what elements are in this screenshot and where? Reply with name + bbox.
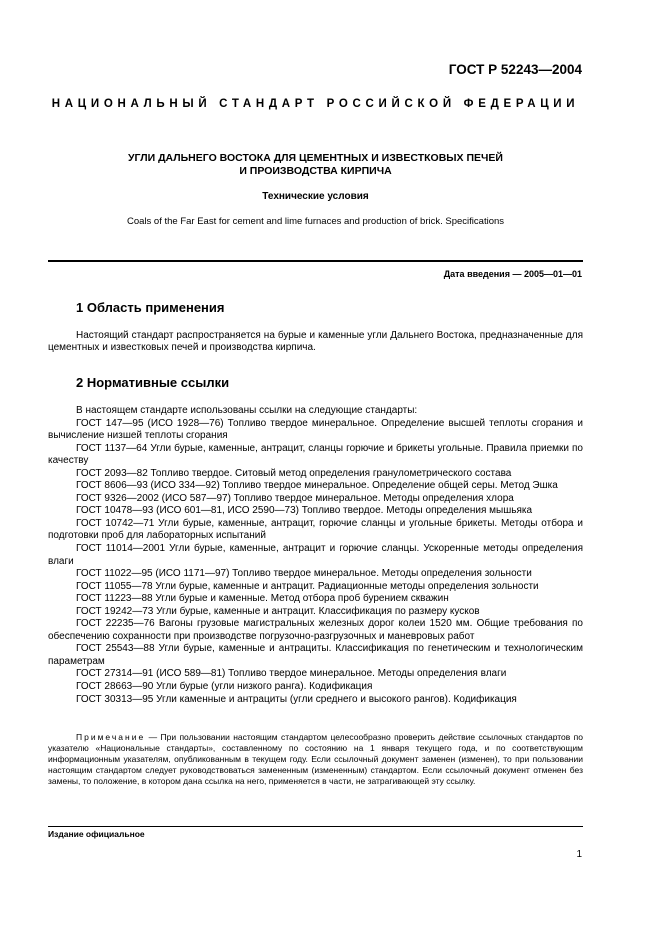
list-item: ГОСТ 8606—93 (ИСО 334—92) Топливо твердое минеральное. Определение общей серы. Метод Эшка (76, 480, 558, 492)
list-item: ГОСТ 11022—95 (ИСО 1171—97) Топливо твердое минеральное. Методы определения зольности (76, 568, 532, 580)
list-item: ГОСТ 147—95 (ИСО 1928—76) Топливо твердое минеральное. Определение высшей теплоты сгорания и вычисление низшей теплоты сгорания (48, 417, 583, 442)
list-item: ГОСТ 27314—91 (ИСО 589—81) Топливо твердое минеральное. Методы определения влаги (76, 668, 507, 680)
list-item: ГОСТ 10478—93 (ИСО 601—81, ИСО 2590—73) Топливо твердое. Методы определения мышьяка (76, 505, 533, 517)
list-item: ГОСТ 1137—64 Угли бурые, каменные, антрацит, сланцы горючие и брикеты угольные. Правила приемки по качеству (48, 442, 583, 467)
list-item: ГОСТ 30313—95 Угли каменные и антрациты (угли среднего и высокого рангов). Кодификация (76, 693, 517, 705)
note-label: Примечание (76, 732, 146, 742)
list-item: ГОСТ 9326—2002 (ИСО 587—97) Топливо твердое минеральное. Методы определения хлора (76, 492, 514, 504)
title-line-2: И ПРОИЗВОДСТВА КИРПИЧА (239, 164, 392, 177)
english-title: Coals of the Far East for cement and lime furnaces and production of brick. Specifications (126, 216, 505, 227)
note (48, 732, 583, 787)
references-intro: В настоящем стандарте использованы ссылки на следующие стандарты: (76, 405, 418, 416)
section-1-text: Настоящий стандарт распространяется на бурые и каменные угли Дальнего Востока, предназначенные для цементных и известковых печей и производства кирпича. (48, 330, 583, 354)
list-item: ГОСТ 11223—88 Угли бурые и каменные. Метод отбора проб бурением скважин (76, 593, 449, 605)
list-item: ГОСТ 11014—2001 Угли бурые, каменные, антрацит и горючие сланцы. Ускоренные методы определения влаги (48, 543, 583, 567)
section-1-heading: 1 Область применения (76, 300, 225, 315)
list-item: ГОСТ 10742—71 Угли бурые, каменные, антрацит, горючие сланцы и угольные брикеты. Методы отбора и подготовки проб для лабораторных испытаний (48, 517, 583, 542)
footer-divider (48, 826, 583, 827)
document-code: ГОСТ Р 52243—2004 (448, 62, 582, 77)
list-item: ГОСТ 19242—73 Угли бурые, каменные и антрацит. Классификация по размеру кусков (76, 605, 480, 617)
list-item: ГОСТ 25543—88 Угли бурые, каменные и антрациты. Классификация по генетическим и технологическим параметрам (48, 643, 583, 667)
list-item: ГОСТ 28663—90 Угли бурые (угли низкого ранга). Кодификация (76, 681, 373, 693)
section-2-heading: 2 Нормативные ссылки (76, 375, 230, 390)
introduction-date: Дата введения — 2005—01—01 (443, 269, 582, 279)
edition-label: Издание официальное (48, 829, 145, 839)
list-item: ГОСТ 22235—76 Вагоны грузовые магистральных железных дорог колеи 1520 мм. Общие требования по обеспечению сохранности при производстве погрузочно-разгрузочных и маневровых работ (48, 618, 583, 642)
list-item: ГОСТ 2093—82 Топливо твердое. Ситовый метод определения гранулометрического состава (76, 467, 512, 479)
note-text: — При пользовании настоящим стандартом целесообразно проверить действие ссылочных стандартов по указателю «Национальные стандарты», составленному по состоянию на 1 января текущего года, и по соответствующим информационным указателям, опубликованным в текущем году. Если ссылочный документ заменен (изменен), то при пользовании настоящим стандартом следует руководствоваться замененным (измененным) стандартом. Если ссылочный документ отменен без замены, то положение, в котором дана ссылка на него, применяется в части, не затрагивающей эту ссылку. (48, 732, 583, 786)
references-list (48, 405, 583, 706)
header-divider (48, 260, 583, 262)
document-title (48, 152, 583, 177)
national-standard-banner: НАЦИОНАЛЬНЫЙ СТАНДАРТ РОССИЙСКОЙ ФЕДЕРАЦИИ (51, 98, 580, 110)
title-line-1: УГЛИ ДАЛЬНЕГО ВОСТОКА ДЛЯ ЦЕМЕНТНЫХ И ИЗВЕСТКОВЫХ ПЕЧЕЙ (128, 152, 503, 164)
note-paragraph (48, 732, 583, 787)
document-subtitle: Технические условия (262, 191, 369, 202)
page-number: 1 (576, 849, 582, 860)
list-item: ГОСТ 11055—78 Угли бурые, каменные и антрацит. Радиационные методы определения зольности (76, 580, 539, 592)
